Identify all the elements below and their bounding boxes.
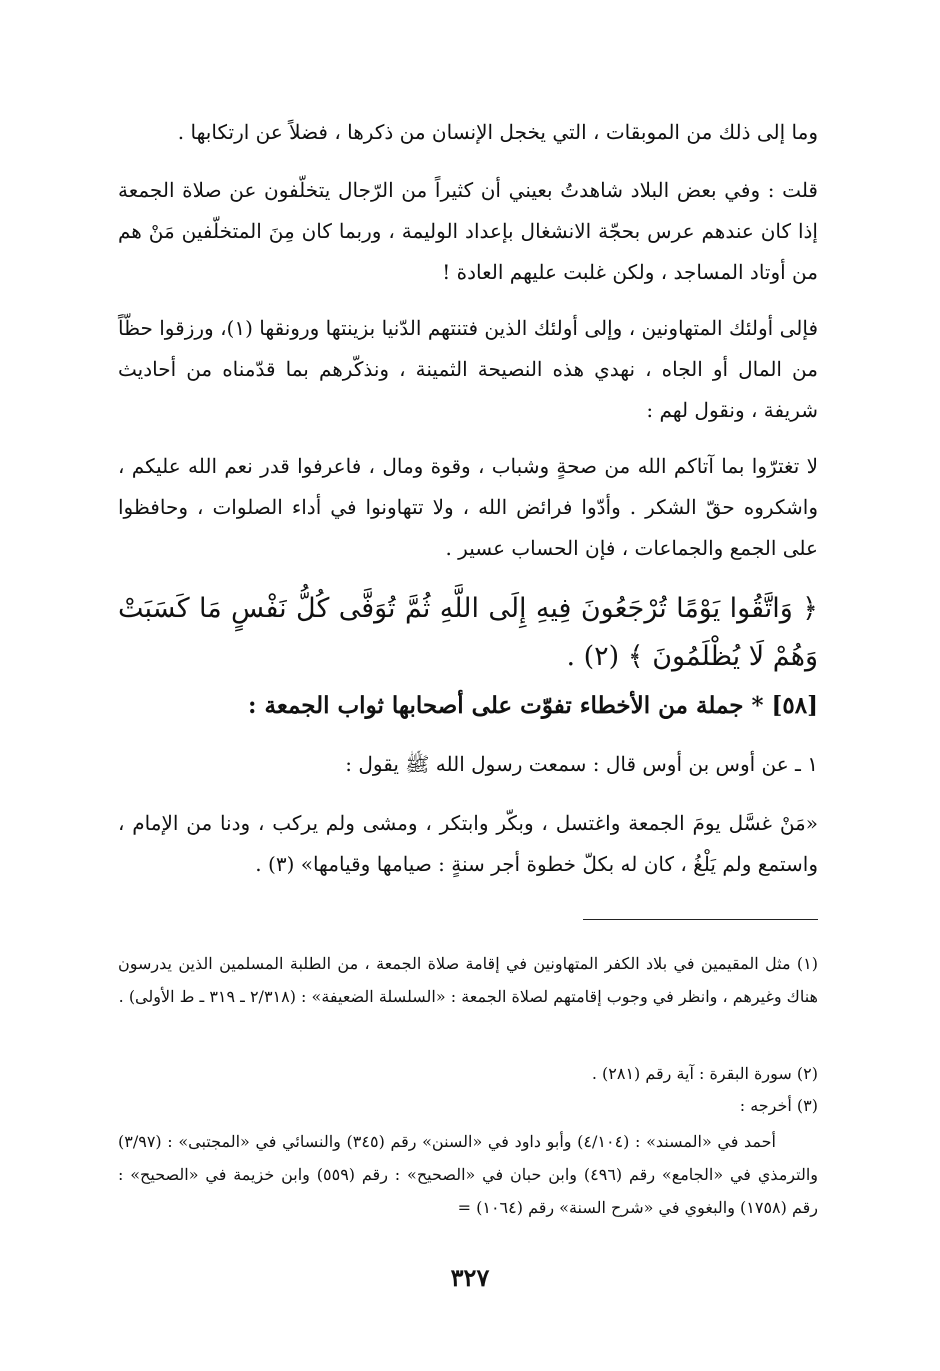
footnote-divider [583,919,818,920]
footnote-3: (٣) أخرجه : [739,1096,818,1115]
paragraph-3: فإلى أولئك المتهاونين ، وإلى أولئك الذين فتنتهم الدّنيا بزينتها ورونقها (١)، ورزقوا حظّاً من المال أو الجاه ، نهدي هذه النصيحة الثمينة ، ونذكّرهم بما قدّمناه من أحاديث شريفة ، ونقول لهم : [118,316,819,422]
paragraph-4: لا تغترّوا بما آتاكم الله من صحةٍ وشباب ، وقوة ومال ، فاعرفوا قدر نعم الله عليكم ، واشكروه حقّ الشكر . وأدّوا فرائض الله ، ولا تتهاونوا في أداء الصلوات ، وحافظوا على الجمع والجماعات ، فإن الحساب عسير . [118,454,818,560]
paragraph-1: وما إلى ذلك من الموبقات ، التي يخجل الإنسان من ذكرها ، فضلاً عن ارتكابها . [177,120,818,144]
section-heading: [٥٨] * جملة من الأخطاء تفوّت على أصحابها ثواب الجمعة : [248,692,818,719]
quran-verse: ﴿ وَاتَّقُوا يَوْمًا تُرْجَعُونَ فِيهِ إِلَى اللَّهِ ثُمَّ تُوَفَّى كُلُّ نَفْسٍ مَا كَسَبَتْ وَهُمْ لَا يُظْلَمُونَ ﴾ (٢) . [118,593,818,672]
footnote-3-body: أحمد في «المسند» : (٤/١٠٤) وأبو داود في «السنن» رقم (٣٤٥) والنسائي في «المجتبى» : (٣/٩٧) والترمذي في «الجامع» رقم (٤٩٦) وابن حبان في «الصحيح» : رقم (٥٥٩) وابن خزيمة في «الصحيح» : رقم (١٧٥٨) والبغوي في «شرح السنة» رقم (١٠٦٤) = [118,1132,819,1217]
page-number: ٣٢٧ [450,1263,490,1292]
footnote-1: (١) مثل المقيمين في بلاد الكفر المتهاونين في إقامة صلاة الجمعة ، من الطلبة المسلمين الذين يدرسون هناك وغيرهم ، وانظر في وجوب إقامتهم لصلاة الجمعة : «السلسلة الضعيفة» : (٢/٣١٨ ـ ٣١٩ ـ ط الأولى) . [118,954,818,1006]
paragraph-2: قلت : وفي بعض البلاد شاهدتُ بعيني أن كثيراً من الرّجال يتخلّفون عن صلاة الجمعة إذا كان عندهم عرس بحجّة الانشغال بإعداد الوليمة ، وربما كان مِنَ المتخلّفين مَنْ هم من أوتاد المساجد ، ولكن غلبت عليهم العادة ! [118,178,818,284]
paragraph-5: ١ ـ عن أوس بن أوس قال : سمعت رسول الله ﷺ يقول : [345,752,818,776]
footnote-2: (٢) سورة البقرة : آية رقم (٢٨١) . [591,1064,818,1083]
hadith-text: «مَنْ غسَّل يومَ الجمعة واغتسل ، وبكّر وابتكر ، ومشى ولم يركب ، ودنا من الإمام ، واستمع ولم يَلْغُ ، كان له بكلّ خطوة أجر سنةٍ : صيامها وقيامها» (٣) . [118,811,818,876]
